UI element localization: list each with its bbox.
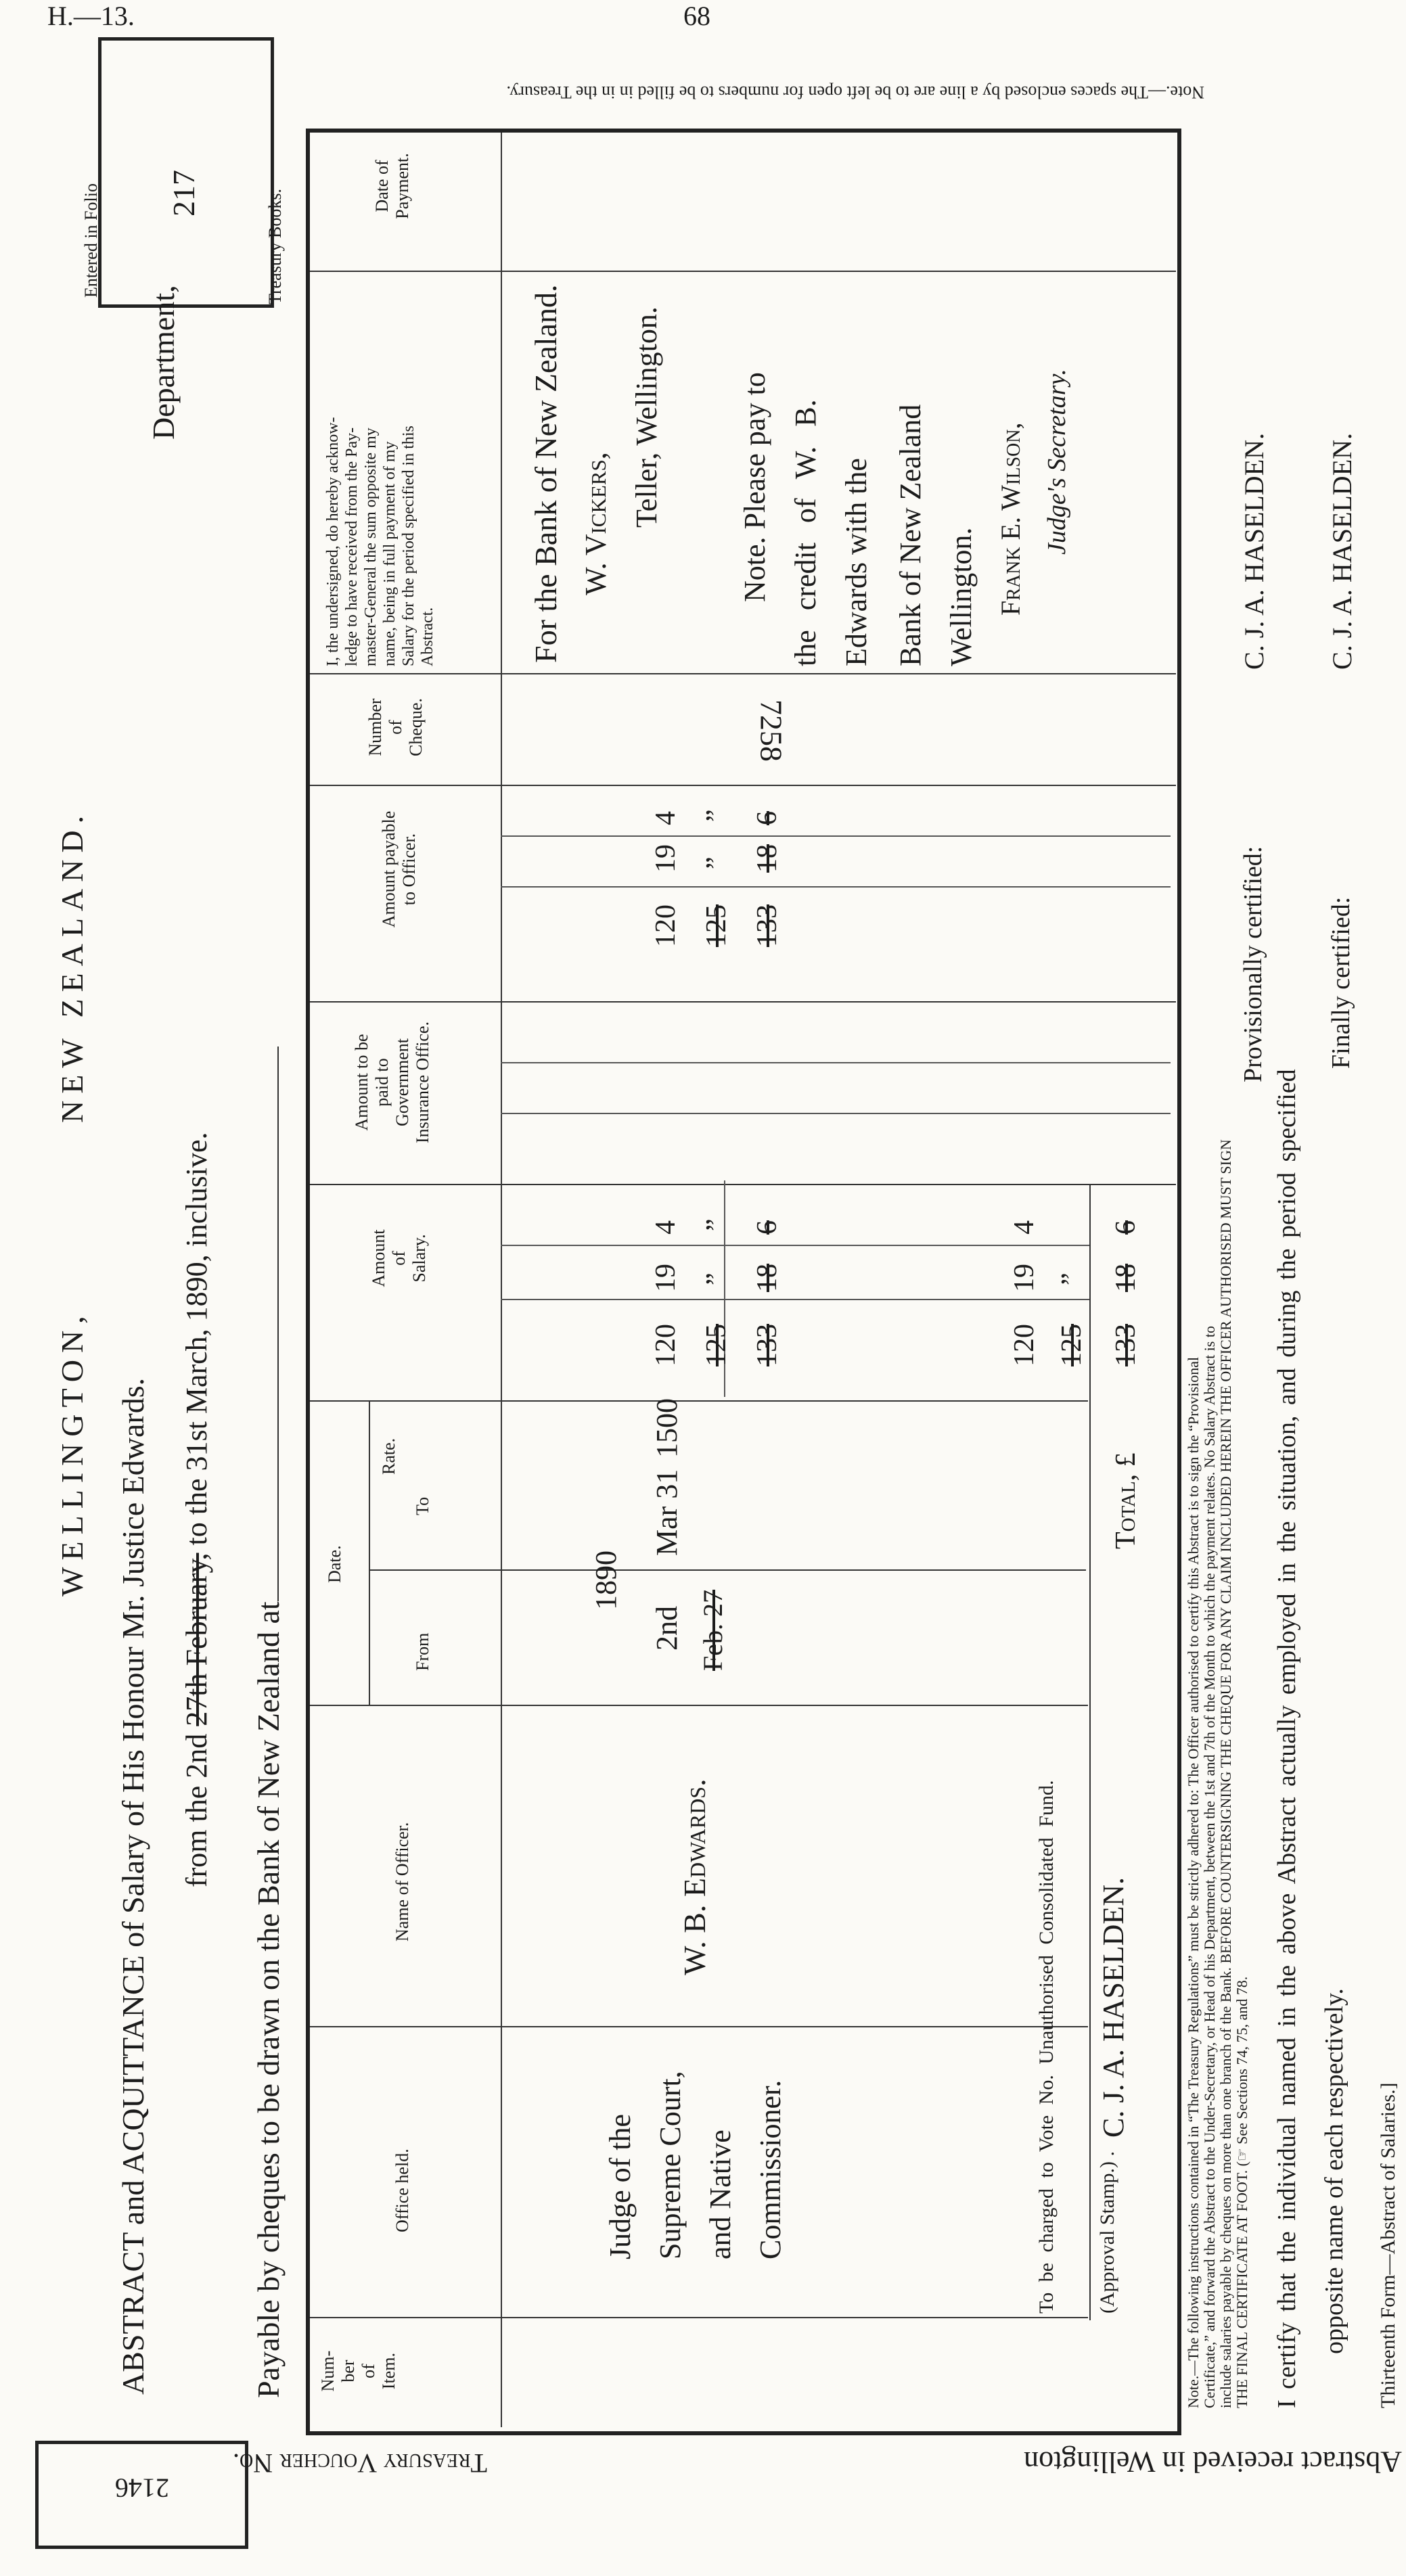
receipt-secretary-title: Judge's Secretary. bbox=[1043, 369, 1071, 555]
header-divider bbox=[501, 133, 502, 2427]
salary-struck2-pence: 6 bbox=[752, 1220, 783, 1235]
top-note: Note.—The spaces enclosed by a line are to be left open for numbers to be filled in in the Treasury. bbox=[506, 83, 1204, 102]
footer-note: Note.—The following instructions contained in “The Treasury Regulations” must be strictly adhered to: The Officer authorised to certify this Abstract is to sign the “Provisional Certificate,” and forward the Abstract to the Under-Secretary, or Head of his Department, between the 1st and 7th of the Month to which the payment relates. No Salary Abstract is to include salaries payable by cheques on more than one branch of the Bank. BEFORE COUNTERSIGNING THE CHEQUE FOR ANY CLAIM INCLUDED HEREIN THE OFFICER AUTHORISED MUST SIGN THE FINAL CERTIFICATE AT FOOT. (☞ See Sections 74, 75, and 78. bbox=[1185, 1139, 1250, 2408]
period-prefix: from the 2nd bbox=[180, 1733, 213, 1887]
cheque-number: 7258 bbox=[754, 699, 789, 762]
payable-pounds: 120 bbox=[650, 904, 681, 947]
header-payable: Amount payable to Officer. bbox=[379, 810, 419, 928]
receipt-bank: For the Bank of New Zealand. bbox=[528, 284, 563, 663]
total-struck-pounds: 125 bbox=[1056, 1324, 1087, 1366]
col-line-name bbox=[310, 1705, 1088, 1706]
receipt-secretary: Frank E. Wilson, bbox=[995, 422, 1026, 616]
officer-name: W. B. Edwards. bbox=[677, 1778, 712, 1975]
payable-pence-line bbox=[501, 835, 1171, 837]
col-line-ack bbox=[310, 271, 1176, 272]
header-acknowledge: I, the undersigned, do hereby acknow- ledge to have received from the Pay- master-General the sum opposite my name, being in full payment of my Salary for the period specified in this Abstract. bbox=[324, 417, 436, 666]
payable-shillings: 19 bbox=[650, 844, 681, 873]
rate-value: 1500 bbox=[650, 1398, 683, 1458]
salary-struck-pounds: 125 bbox=[701, 1324, 732, 1366]
form-country: NEW ZEALAND. bbox=[55, 808, 89, 1123]
receipt-note-5: Wellington. bbox=[945, 527, 978, 666]
col-line-insurance bbox=[310, 1001, 1176, 1003]
receipt-signer: W. Vickers, bbox=[579, 452, 612, 595]
date-year: 1890 bbox=[589, 1550, 622, 1610]
col-line-cheque bbox=[310, 673, 1176, 674]
abstract-received-label: Abstract received in Wellington bbox=[1024, 2445, 1402, 2479]
payable-shilling-line bbox=[501, 886, 1171, 888]
office-held: Judge of the Supreme Court, and Native Commissioner. bbox=[604, 2071, 787, 2259]
total-pounds: 120 bbox=[1009, 1324, 1040, 1366]
salary-ditto-pence: ” bbox=[701, 1218, 732, 1231]
form-title bbox=[115, 1378, 151, 2395]
finally-certified-label: Finally certified: bbox=[1327, 896, 1355, 1069]
approval-label: (Approval Stamp.) . bbox=[1096, 2151, 1118, 2314]
header-date: Date. bbox=[325, 1545, 344, 1583]
salary-pence: 4 bbox=[650, 1220, 681, 1235]
form-period bbox=[179, 1132, 214, 1887]
header-from: From bbox=[413, 1632, 432, 1671]
insurance-pence-line bbox=[501, 1062, 1171, 1063]
period-struck: 27th February, bbox=[180, 1552, 213, 1726]
col-line-office bbox=[310, 2026, 1088, 2027]
salary-pence-line bbox=[501, 1245, 1089, 1246]
salary-struck2-shillings: 18 bbox=[752, 1264, 783, 1292]
salary-shilling-line bbox=[501, 1299, 1089, 1300]
period-suffix: to the 31st March, 1890, inclusive. bbox=[180, 1132, 213, 1546]
col-line-rate bbox=[310, 1400, 1088, 1402]
payable-struck2-pence: 6 bbox=[752, 811, 783, 825]
payable-pence: 4 bbox=[650, 811, 681, 825]
charged-line: To be charged to Vote No. Unauthorised Consolidated Fund. bbox=[1035, 1780, 1058, 2314]
total-struck2-pence: 6 bbox=[1110, 1220, 1141, 1235]
entered-in-folio-label: Entered in Folio bbox=[81, 183, 101, 298]
certify-line-2: opposite name of each respectively. bbox=[1320, 1988, 1348, 2354]
header-insurance: Amount to be paid to Government Insurance Office. bbox=[352, 1021, 432, 1143]
provisional-certifier: C. J. A. HASELDEN. bbox=[1239, 432, 1269, 670]
header-salary: Amount of Salary. bbox=[369, 1229, 429, 1287]
receipt-signer-title: Teller, Wellington. bbox=[630, 306, 663, 528]
bottom-section-line bbox=[1089, 1184, 1091, 2320]
page-number: 68 bbox=[683, 1, 710, 31]
header-rate: Rate. bbox=[379, 1438, 399, 1475]
receipt-note-3: Edwards with the bbox=[840, 458, 873, 666]
payable-line bbox=[250, 1046, 286, 2398]
salary-shillings: 19 bbox=[650, 1264, 681, 1292]
header-cheque: Number of Cheque. bbox=[365, 698, 426, 756]
header-payment-date: Date of Payment. bbox=[372, 153, 412, 219]
form-city: WELLINGTON, bbox=[55, 1309, 89, 1596]
certify-line-1: I certify that the individual named in the above Abstract actually employed in the situation, and during the period specified bbox=[1273, 1069, 1301, 2408]
form-title-text: ABSTRACT and ACQUITTANCE of Salary of His Honour Mr. Justice Edwards. bbox=[116, 1377, 150, 2395]
payable-ditto-shillings: ” bbox=[701, 856, 732, 869]
final-certifier: C. J. A. HASELDEN. bbox=[1327, 432, 1357, 670]
col-line-num bbox=[310, 2317, 1088, 2318]
provisionally-certified-label: Provisionally certified: bbox=[1239, 846, 1267, 1082]
voucher-number: 2146 bbox=[115, 2472, 169, 2504]
insurance-shilling-line bbox=[501, 1113, 1171, 1114]
approver-name: C. J. A. HASELDEN. bbox=[1097, 1877, 1130, 2138]
department-label: Department, bbox=[146, 285, 181, 440]
payable-line-text: Payable by cheques to be drawn on the Bank of New Zealand at bbox=[251, 1601, 286, 2398]
treasury-books-label: Treasury Books. bbox=[265, 189, 285, 304]
total-label: Total, £ bbox=[1110, 1452, 1141, 1549]
payable-blank bbox=[277, 1046, 279, 1601]
date-to: Mar 31 bbox=[650, 1469, 683, 1556]
header-name: Name of Officer. bbox=[392, 1822, 412, 1941]
header-number: Num- ber of Item. bbox=[318, 2350, 399, 2392]
receipt-note-4: Bank of New Zealand bbox=[894, 404, 927, 666]
total-struck2-shillings: 18 bbox=[1110, 1264, 1141, 1292]
salary-ditto-shillings: ” bbox=[701, 1272, 732, 1285]
header-to: To bbox=[413, 1496, 432, 1515]
col-line-salary bbox=[310, 1184, 1176, 1185]
col-line-payable bbox=[310, 785, 1176, 786]
header-office: Office held. bbox=[392, 2148, 412, 2232]
date-subhead-line bbox=[369, 1400, 370, 1705]
receipt-note-1: Note. Please pay to bbox=[738, 372, 771, 602]
salary-pounds: 120 bbox=[650, 1324, 681, 1366]
col-line-date-mid bbox=[369, 1569, 1086, 1571]
date-from-struck: Feb. 27 bbox=[698, 1590, 728, 1671]
treasury-voucher-label: Treasury Voucher No. bbox=[233, 2448, 487, 2479]
total-ditto-shillings: ” bbox=[1056, 1272, 1087, 1285]
receipt-note-2: the credit of W. B. bbox=[789, 399, 822, 666]
payable-ditto-pence: ” bbox=[701, 809, 732, 822]
total-shillings: 19 bbox=[1009, 1264, 1040, 1292]
folio-number: 217 bbox=[166, 170, 201, 216]
total-pence: 4 bbox=[1009, 1220, 1040, 1235]
payable-struck2-shillings: 18 bbox=[752, 844, 783, 873]
form-name: Thirteenth Form—Abstract of Salaries.] bbox=[1377, 2082, 1399, 2408]
page-header-left: H.—13. bbox=[47, 1, 135, 31]
payable-struck2-pounds: 133 bbox=[752, 904, 783, 947]
payable-struck-pounds: 125 bbox=[701, 904, 732, 947]
salary-struck2-pounds: 133 bbox=[752, 1324, 783, 1366]
date-from: 2nd bbox=[650, 1606, 683, 1651]
total-struck2-pounds: 133 bbox=[1110, 1324, 1141, 1366]
